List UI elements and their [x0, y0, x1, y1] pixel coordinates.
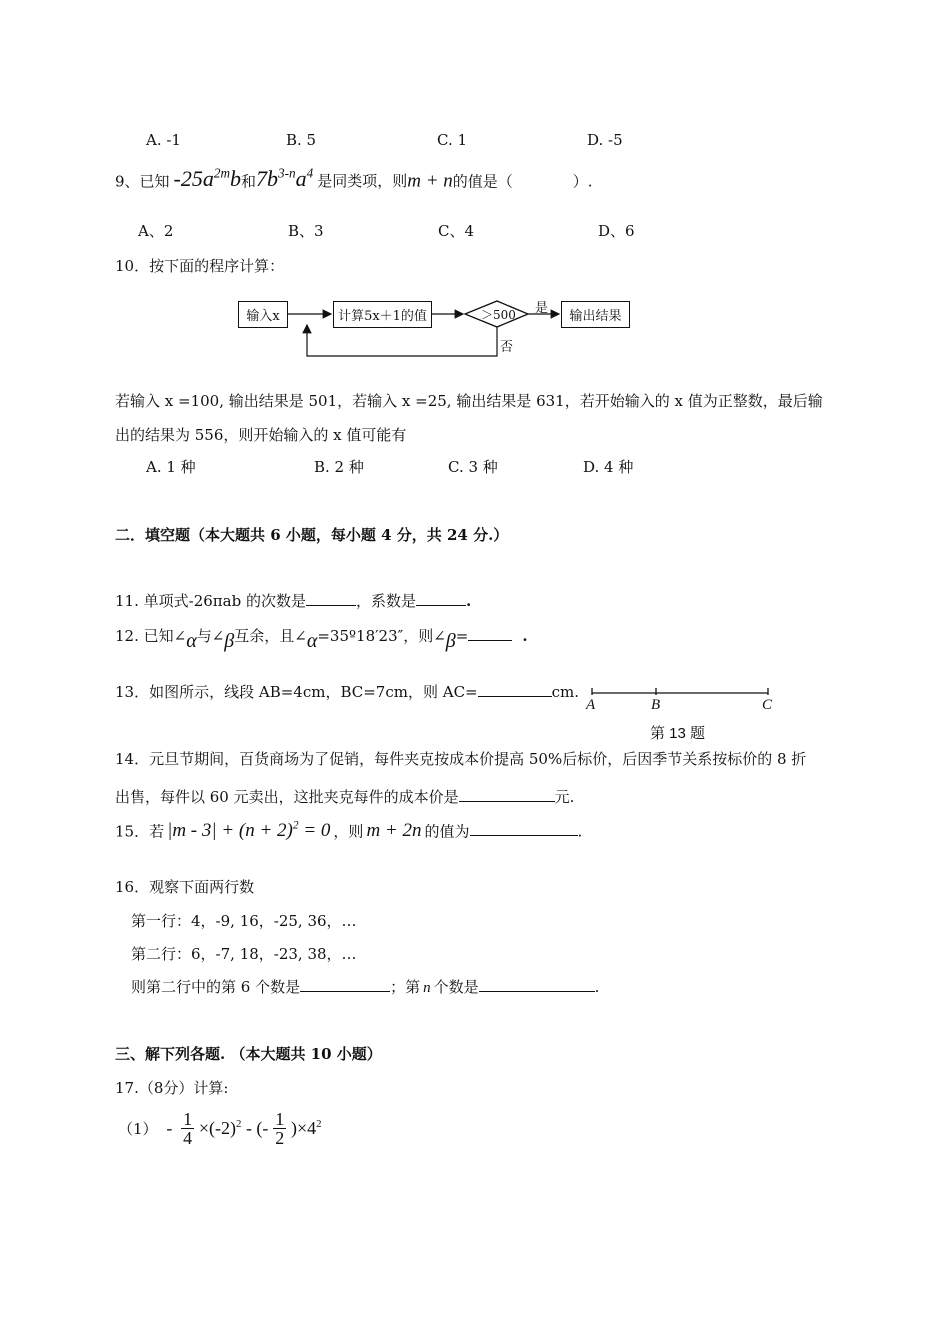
q9-prefix: 9、已知 [115, 172, 170, 191]
q17-part-1: （1） - $\frac{1}{4}$ $\times(-2)^2$ - (- $\frac{1}{2}$ )$\times 4^2$ [118, 1109, 322, 1148]
question-11: 11. 单项式-26πab 的次数是 ，系数是 . [115, 592, 472, 610]
flow-no-label: 否 [500, 340, 514, 355]
q16-stem: 16．观察下面两行数 [115, 878, 255, 896]
q16-row-2: 第二行：6，-7, 18，-23, 38，… [131, 945, 357, 963]
q10-line1: 若输入 x =100, 输出结果是 501，若输入 x =25, 输出结果是 631，若开始输入的 x 值为正整数，最后输 [115, 392, 823, 410]
q11-blank-2[interactable] [416, 591, 466, 606]
flow-condition: ＞500 [481, 308, 516, 322]
q12-blank[interactable] [468, 626, 512, 641]
q13-caption: 第 13 题 [650, 725, 706, 742]
q14-line1: 14．元旦节期间，百货商场为了促销，每件夹克按成本价提高 50%后标价，后因季节关系按标价的 8 折 [115, 750, 807, 768]
q13-blank[interactable] [478, 682, 552, 697]
question-15: 15．若 $|m - 3| + (n + 2)^2 = 0$ ，则 m + 2n 的值为 . [115, 820, 583, 842]
q13-segment-figure [580, 684, 780, 704]
q13-label-b: B [651, 697, 661, 713]
q11-blank-1[interactable] [306, 591, 356, 606]
q17-stem: 17.（8分）计算: [115, 1079, 229, 1097]
q9-term2: $7b^{3-n}a^4$ [256, 166, 314, 192]
q9-expr: m + n [407, 170, 453, 192]
q10-line2: 出的结果为 556，则开始输入的 x 值可能有 [115, 426, 407, 444]
q9-option-b: B、3 [288, 222, 324, 240]
q16-row-1: 第一行：4，-9, 16，-25, 36，… [131, 912, 357, 930]
q12-beta: β [224, 630, 235, 652]
q9-mid: 是同类项，则 [317, 172, 408, 191]
q10-option-a: A. 1 种 [146, 458, 196, 476]
q8-option-c: C. 1 [437, 131, 468, 149]
flowchart-connectors [0, 0, 950, 370]
question-12: 12. 已知∠α与∠β互余，且∠α=35º18′23″，则∠β= . [115, 627, 528, 652]
q10-option-d: D. 4 种 [583, 458, 634, 476]
q8-option-a: A. -1 [146, 131, 181, 149]
q16-blank-1[interactable] [300, 977, 390, 992]
q15-condition: $|m - 3| + (n + 2)^2 = 0$ [167, 820, 331, 842]
flow-input-box: 输入x [238, 301, 288, 328]
q9-option-c: C、4 [438, 222, 475, 240]
q16-question: 则第二行中的第 6 个数是 ；第 n 个数是 . [131, 978, 600, 996]
flow-yes-label: 是 [535, 301, 549, 316]
q10-option-c: C. 3 种 [448, 458, 498, 476]
q9-suffix: 的值是（ ）. [452, 172, 593, 191]
q17-fraction-1: $\frac{1}{4}$ [183, 1109, 193, 1148]
q9-option-d: D、6 [598, 222, 635, 240]
q9-and: 和 [241, 172, 257, 191]
q17-fraction-2: $\frac{1}{2}$ [275, 1109, 285, 1148]
q9-option-a: A、2 [138, 222, 174, 240]
q14-line2: 出售，每件以 60 元卖出，这批夹克每件的成本价是 元. [115, 788, 575, 806]
q13-label-c: C [762, 697, 773, 713]
flow-compute-box: 计算5x＋1的值 [333, 301, 432, 328]
q15-expr: m + 2n [366, 820, 422, 842]
q12-alpha: α [186, 630, 197, 652]
q14-blank[interactable] [459, 787, 555, 802]
q15-blank[interactable] [470, 821, 578, 836]
question-13: 13．如图所示，线段 AB=4cm，BC=7cm，则 AC= cm. [115, 683, 580, 701]
q9-term1: $-25a^{2m}b$ [173, 166, 241, 192]
q8-option-d: D. -5 [587, 131, 623, 149]
section-2-title: 二．填空题（本大题共 6 小题，每小题 4 分，共 24 分.） [115, 526, 509, 544]
q13-label-a: A [586, 697, 596, 713]
q10-option-b: B. 2 种 [314, 458, 364, 476]
q10-stem: 10．按下面的程序计算： [115, 257, 285, 275]
section-3-title: 三、解下列各题. （本大题共 10 小题） [115, 1045, 382, 1063]
q16-blank-2[interactable] [479, 977, 595, 992]
flow-output-box: 输出结果 [561, 301, 630, 328]
q8-option-b: B. 5 [286, 131, 317, 149]
